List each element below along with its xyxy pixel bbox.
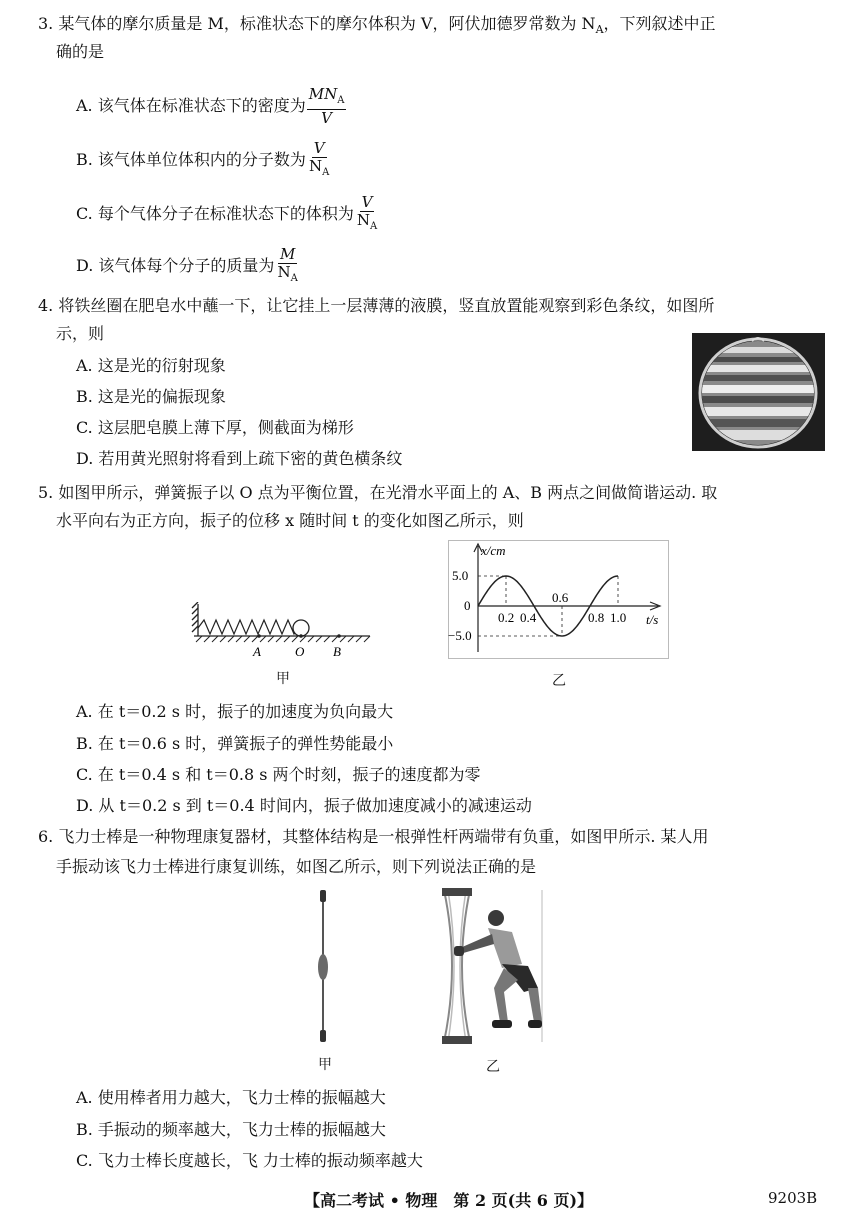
q5-stem-line1: 5. 如图甲所示，弹簧振子以 O 点为平衡位置，在光滑水平面上的 A、B 两点之间做简谐运动. 取 [38,483,718,502]
person-training-figure [438,888,544,1044]
graph-y-tick-neg: −5.0 [448,628,472,643]
q5-option-b: B. 在 t＝0.6 s 时，弹簧振子的弹性势能最小 [76,734,394,753]
graph-t-tick-10: 1.0 [610,610,627,625]
graph-t-tick-06: 0.6 [552,590,569,605]
paper-code: 9203B [768,1189,818,1207]
q5-option-a: A. 在 t＝0.2 s 时，振子的加速度为负向最大 [76,702,394,721]
q4-option-c: C. 这层肥皂膜上薄下厚，侧截面为梯形 [76,418,354,437]
q6-stem-line1: 6. 飞力士棒是一种物理康复器材，其整体结构是一根弹性杆两端带有负重，如图甲所示. 某人用 [38,827,709,846]
graph-t-tick-02: 0.2 [498,610,515,625]
soap-film-photo [692,333,825,451]
q3-option-d: D. 该气体每个分子的质量为 $\frac{M}{N_A}$ [76,246,300,287]
q3-option-a: A. 该气体在标准状态下的密度为 $\frac{MN_A}{V}$ [76,85,345,127]
q3-option-c-fraction: $\frac{V}{N_A}$ [356,193,378,232]
displacement-time-graph [448,540,670,660]
q6-option-a: A. 使用棒者用力越大，飞力士棒的振幅越大 [76,1088,386,1107]
q3-option-b-fraction: $\frac{V}{N_A}$ [308,139,330,178]
spring-label-a: A [253,644,261,659]
q4-option-a: A. 这是光的衍射现象 [76,356,226,375]
q3-option-b: B. 该气体单位体积内的分子数为 $\frac{V}{N_A}$ [76,140,331,181]
q4-option-b: B. 这是光的偏振现象 [76,387,226,406]
graph-y-tick-pos: 5.0 [452,568,469,583]
q6-stem-line2: 手振动该飞力士棒进行康复训练，如图乙所示，则下列说法正确的是 [56,857,537,876]
spring-label-b: B [333,644,341,659]
graph-zero: 0 [464,598,471,613]
spring-label-o: O [295,644,305,659]
graph-x-axis-label: t/s [646,612,659,627]
q3-stem-line1: 3. 某气体的摩尔质量是 M，标准状态下的摩尔体积为 V，阿伏加德罗常数为 $N_A$，下列叙述中正 [38,14,716,37]
q6-figure-jia-caption: 甲 [318,1057,332,1073]
q5-option-d: D. 从 t＝0.2 s 到 t＝0.4 时间内，振子做加速度减小的减速运动 [76,796,532,815]
q5-figure-yi-caption: 乙 [552,673,566,689]
q5-stem-line2: 水平向右为正方向，振子的位移 x 随时间 t 的变化如图乙所示，则 [56,511,524,530]
q3-option-d-fraction: $\frac{M}{N_A}$ [277,245,298,284]
q3-stem-line2: 确的是 [56,42,105,61]
page-footer: 【高二考试 • 物理 第 2 页(共 6 页)】 [304,1191,594,1210]
q4-stem-line1: 4. 将铁丝圈在肥皂水中蘸一下，让它挂上一层薄薄的液膜，竖直放置能观察到彩色条纹，如图所 [38,296,715,315]
graph-t-tick-08: 0.8 [588,610,605,625]
q5-figure-jia-caption: 甲 [276,671,290,687]
graph-t-tick-04: 0.4 [520,610,537,625]
spring-oscillator-figure [190,602,375,660]
q6-option-b: B. 手振动的频率越大，飞力士棒的振幅越大 [76,1120,386,1139]
q5-option-c: C. 在 t＝0.4 s 和 t＝0.8 s 两个时刻，振子的速度都为零 [76,765,481,784]
q6-option-c: C. 飞力士棒长度越长，飞 力士棒的振动频率越大 [76,1151,423,1170]
q6-figure-yi-caption: 乙 [486,1059,500,1075]
q3-option-a-fraction: $\frac{MN_A}{V}$ [308,85,345,127]
flexi-bar-figure [308,888,338,1044]
q4-stem-line2: 示，则 [56,324,105,343]
q4-option-d: D. 若用黄光照射将看到上疏下密的黄色横条纹 [76,449,403,468]
q3-option-c: C. 每个气体分子在标准状态下的体积为 $\frac{V}{N_A}$ [76,194,379,235]
graph-y-axis-label: x/cm [481,543,506,558]
